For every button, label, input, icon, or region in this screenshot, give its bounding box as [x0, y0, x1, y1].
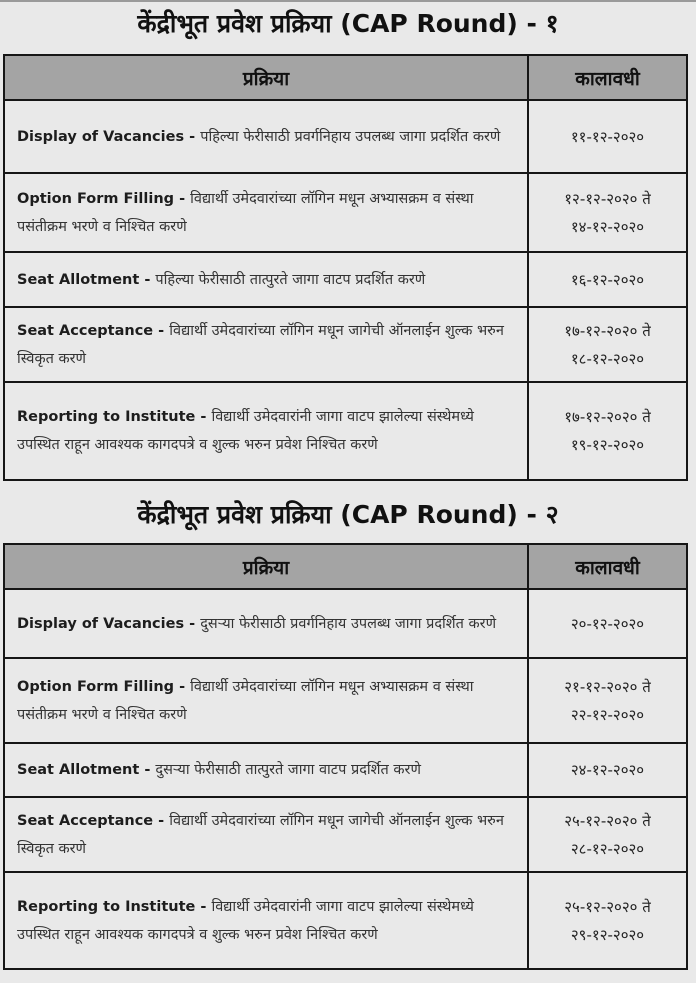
step-description: विद्यार्थी उमेदवारांच्या लॉगिन मधून अभ्यासक्रम व संस्था पसंतीक्रम भरणे व निश्चित करणे — [17, 678, 474, 723]
date-cell — [528, 382, 687, 480]
step-name: Seat Acceptance - — [17, 812, 170, 829]
date-end: १४-१२-२०२० — [570, 217, 645, 236]
step-description: विद्यार्थी उमेदवारांच्या लॉगिन मधून अभ्यासक्रम व संस्था पसंतीक्रम भरणे व निश्चित करणे — [17, 190, 474, 235]
date-cell — [528, 658, 687, 743]
date-end: १८-१२-२०२० — [570, 349, 645, 368]
date-start: २१-१२-२०२० ते — [564, 677, 651, 696]
process-cell — [4, 589, 528, 658]
step-description: दुसऱ्या फेरीसाठी तात्पुरते जागा वाटप प्रदर्शित करणे — [155, 762, 421, 778]
step-name: Display of Vacancies - — [17, 615, 201, 632]
date-end: २२-१२-२०२० — [570, 705, 645, 724]
cap-round-1-title: केंद्रीभूत प्रवेश प्रक्रिया (CAP Round) - १ — [137, 9, 559, 38]
process-cell — [4, 307, 528, 382]
date-start: २४-१२-२०२० — [570, 761, 645, 779]
column-header-duration: कालावधी — [528, 55, 687, 100]
date-cell — [528, 173, 687, 252]
step-name: Reporting to Institute - — [17, 898, 212, 915]
step-description: विद्यार्थी उमेदवारांच्या लॉगिन मधून जागेची ऑनलाईन शुल्क भरुन स्विकृत करणे — [17, 812, 504, 857]
step-name: Option Form Filling - — [17, 190, 191, 207]
step-name: Reporting to Institute - — [17, 409, 212, 425]
step-description: पहिल्या फेरीसाठी तात्पुरते जागा वाटप प्रदर्शित करणे — [155, 271, 426, 288]
process-cell — [4, 252, 528, 307]
column-header-process: प्रक्रिया — [4, 55, 528, 100]
table-row — [4, 658, 687, 743]
date-start: १७-१२-२०२० ते — [564, 321, 651, 340]
date-cell — [528, 797, 687, 872]
cap-round-1-table — [3, 54, 688, 481]
process-cell — [4, 100, 528, 173]
step-name: Display of Vacancies - — [17, 128, 201, 145]
process-cell — [4, 658, 528, 743]
date-end: २९-१२-२०२० — [570, 925, 645, 944]
process-cell — [4, 872, 528, 969]
table-row — [4, 797, 687, 872]
top-divider — [0, 0, 696, 2]
table-row — [4, 872, 687, 969]
table-header-row — [4, 55, 687, 100]
column-header-duration: कालावधी — [528, 544, 687, 589]
date-start: २५-१२-२०२० ते — [564, 811, 651, 830]
table-row — [4, 100, 687, 173]
table-header-row — [4, 544, 687, 589]
process-cell — [4, 173, 528, 252]
process-cell — [4, 382, 528, 480]
step-name: Seat Allotment - — [17, 271, 156, 288]
column-header-process: प्रक्रिया — [4, 544, 528, 589]
date-end: २८-१२-२०२० — [570, 839, 645, 858]
date-cell — [528, 589, 687, 658]
date-start: २०-१२-२०२० — [570, 614, 645, 633]
step-name: Seat Allotment - — [17, 762, 156, 778]
date-cell — [528, 307, 687, 382]
step-description: दुसऱ्या फेरीसाठी प्रवर्गनिहाय उपलब्ध जागा प्रदर्शित करणे — [200, 615, 497, 632]
cap-round-2-title: केंद्रीभूत प्रवेश प्रक्रिया (CAP Round) - २ — [137, 500, 559, 529]
date-cell — [528, 872, 687, 969]
cap-round-2-table — [3, 543, 688, 970]
date-start: १२-१२-२०२० ते — [564, 189, 651, 208]
date-end: १९-१२-२०२० — [570, 436, 645, 454]
table-row — [4, 307, 687, 382]
date-cell — [528, 252, 687, 307]
step-name: Option Form Filling - — [17, 678, 191, 695]
date-cell — [528, 100, 687, 173]
table-row — [4, 252, 687, 307]
table-row — [4, 589, 687, 658]
date-start: २५-१२-२०२० ते — [564, 897, 651, 916]
process-cell — [4, 743, 528, 797]
date-cell — [528, 743, 687, 797]
date-start: १६-१२-२०२० — [570, 270, 645, 289]
date-start: १७-१२-२०२० ते — [564, 408, 651, 426]
process-cell — [4, 797, 528, 872]
step-description: विद्यार्थी उमेदवारांनी जागा वाटप झालेल्या संस्थेमध्ये उपस्थित राहून आवश्यक कागदपत्रे व शुल्क भरुन प्रवेश निश्चित करणे — [17, 409, 474, 453]
table-row — [4, 173, 687, 252]
step-name: Seat Acceptance - — [17, 322, 170, 339]
step-description: पहिल्या फेरीसाठी प्रवर्गनिहाय उपलब्ध जागा प्रदर्शित करणे — [200, 128, 501, 145]
date-start: ११-१२-२०२० — [570, 127, 645, 146]
step-description: विद्यार्थी उमेदवारांच्या लॉगिन मधून जागेची ऑनलाईन शुल्क भरुन स्विकृत करणे — [17, 322, 504, 367]
table-row — [4, 743, 687, 797]
table-row — [4, 382, 687, 480]
step-description: विद्यार्थी उमेदवारांनी जागा वाटप झालेल्या संस्थेमध्ये उपस्थित राहून आवश्यक कागदपत्रे व शुल्क भरुन प्रवेश निश्चित करणे — [17, 898, 474, 943]
